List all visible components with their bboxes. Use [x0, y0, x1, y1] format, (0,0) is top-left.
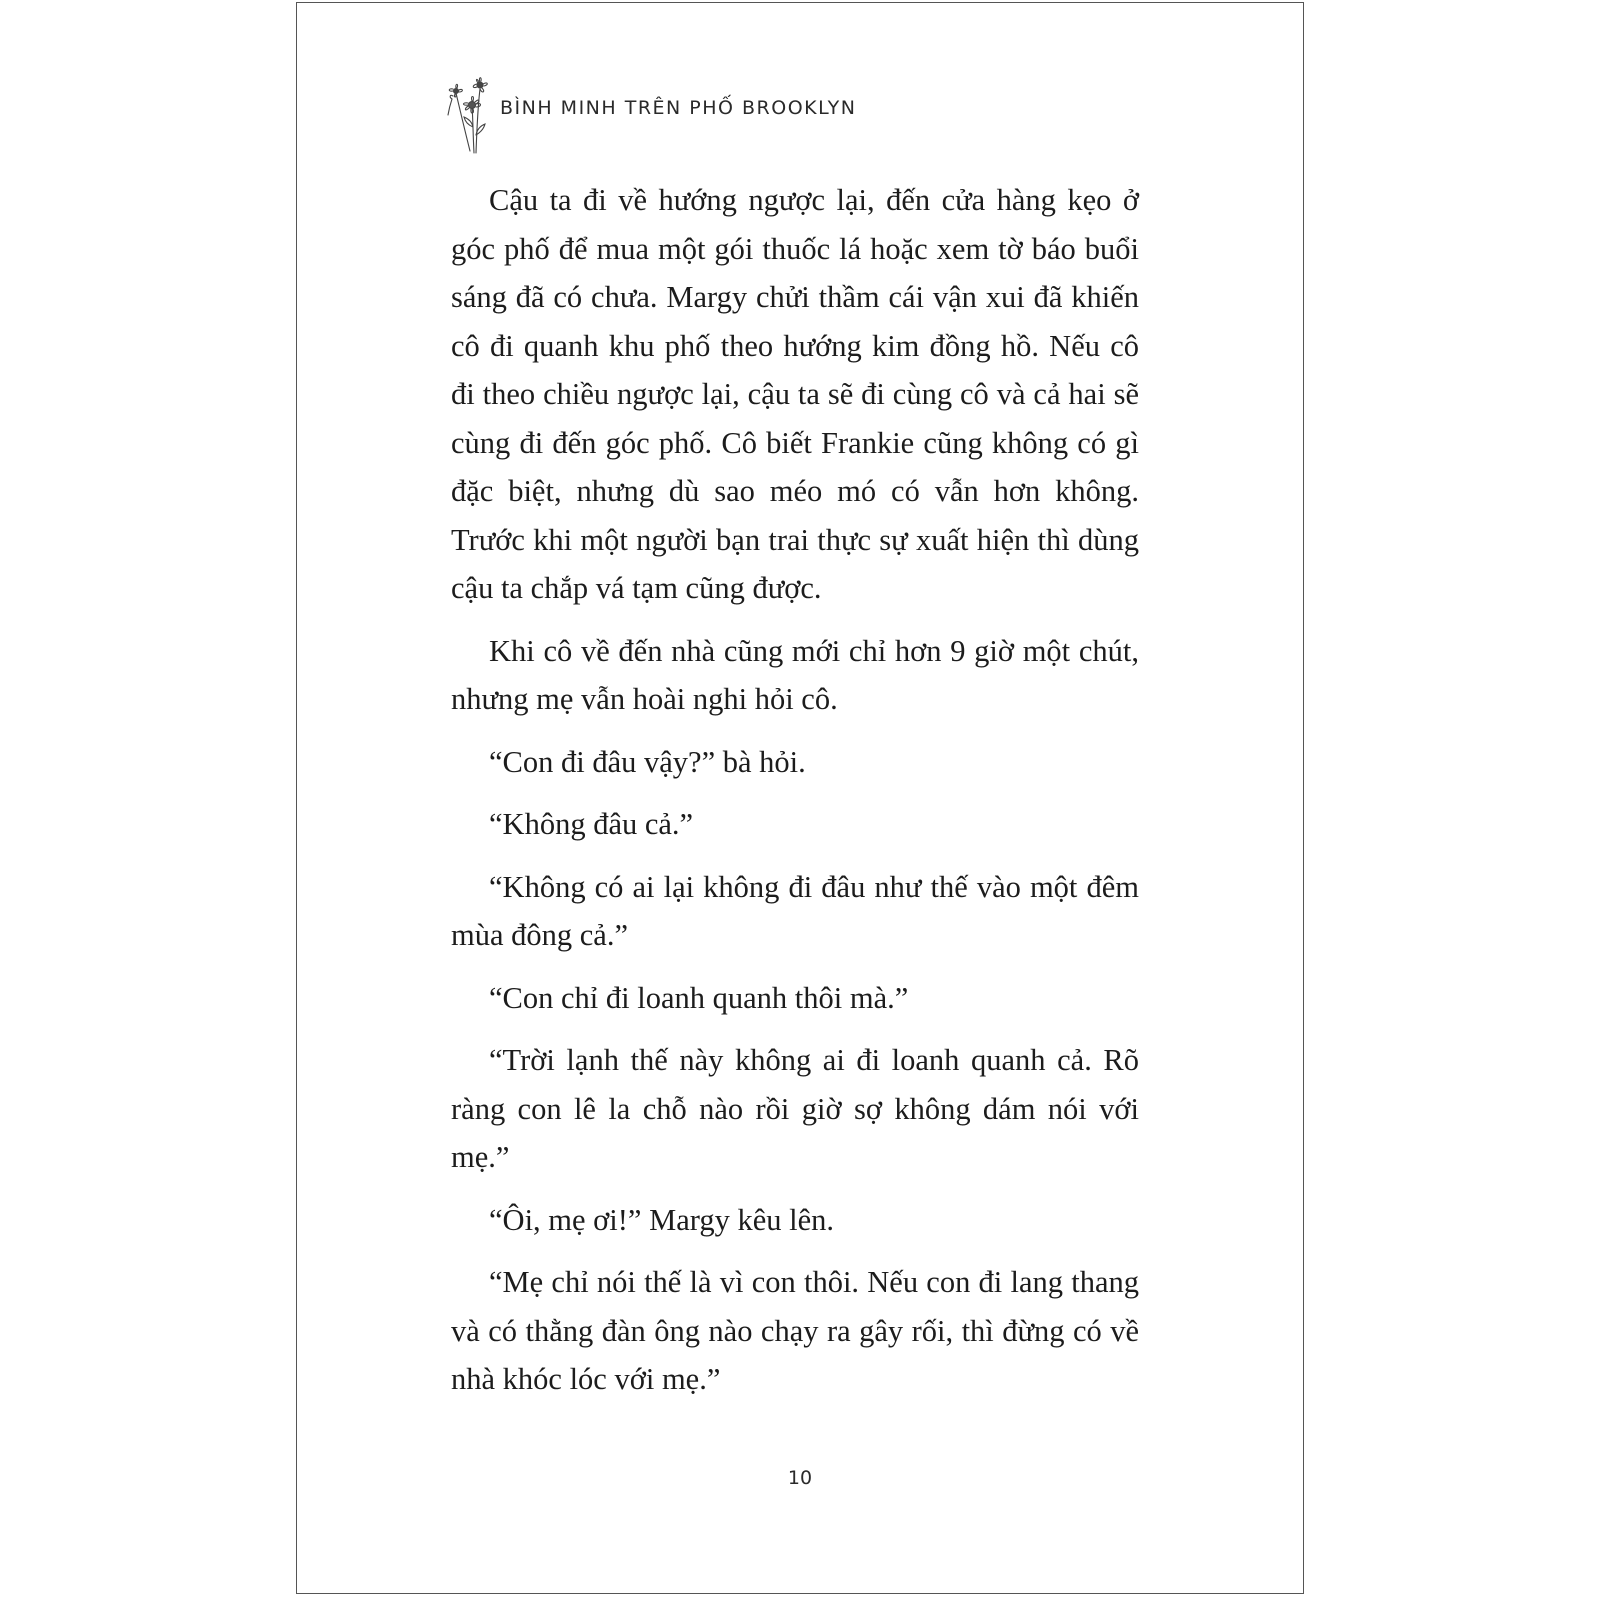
running-title: BÌNH MINH TRÊN PHỐ BROOKLYN: [500, 97, 857, 119]
paragraph: “Ôi, mẹ ơi!” Margy kêu lên.: [489, 1202, 835, 1237]
paragraph: “Không có ai lại không đi đâu như thế vào một đêm mùa đông cả.”: [451, 869, 1139, 952]
paragraph: “Trời lạnh thế này không ai đi loanh quanh cả. Rõ ràng con lê la chỗ nào rồi giờ sợ không dám nói với mẹ.”: [451, 1043, 1139, 1174]
paragraph: Khi cô về đến nhà cũng mới chỉ hơn 9 giờ một chút, nhưng mẹ vẫn hoài nghi hỏi cô.: [451, 633, 1139, 716]
page-number: 10: [787, 1467, 813, 1489]
page-header: [442, 75, 1142, 155]
paragraph: “Con đi đâu vậy?” bà hỏi.: [489, 744, 806, 779]
book-page: [296, 2, 1304, 1594]
paragraph: “Mẹ chỉ nói thế là vì con thôi. Nếu con đi lang thang và có thằng đàn ông nào chạy ra gây rối, thì đừng có về nhà khóc lóc với mẹ.”: [451, 1265, 1139, 1396]
paragraph: “Con chỉ đi loanh quanh thôi mà.”: [489, 980, 909, 1015]
flower-sketch-icon: [442, 75, 498, 155]
paragraph: “Không đâu cả.”: [489, 807, 694, 841]
paragraph: Cậu ta đi về hướng ngược lại, đến cửa hàng kẹo ở góc phố để mua một gói thuốc lá hoặc xem tờ báo buổi sáng đã có chưa. Margy chửi thầm cái vận xui đã khiến cô đi quanh khu phố theo hướng kim đồng hồ. Nếu cô đi theo chiều ngược lại, cậu ta sẽ đi cùng cô và cả hai sẽ cùng đi đến góc phố. Cô biết Frankie cũng không có gì đặc biệt, nhưng dù sao méo mó có vẫn hơn không. Trước khi một người bạn trai thực sự xuất hiện thì dùng cậu ta chắp vá tạm cũng được.: [451, 183, 1139, 605]
body-text: [451, 176, 1139, 1418]
